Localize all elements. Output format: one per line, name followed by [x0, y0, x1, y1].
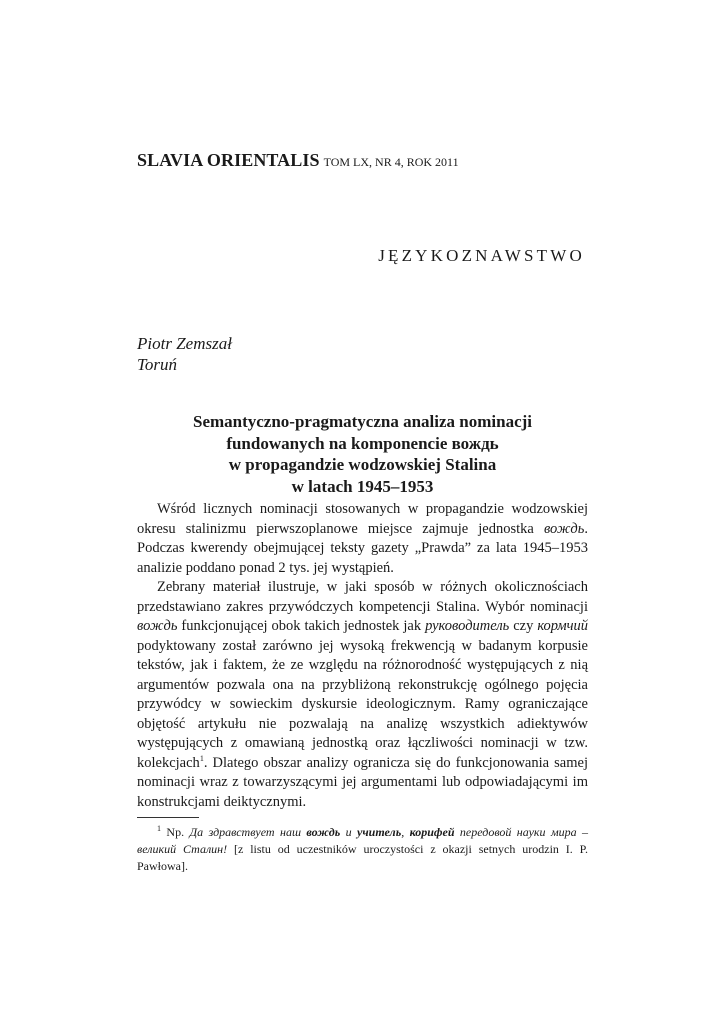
article-title	[137, 411, 588, 497]
footnote	[137, 824, 588, 875]
footnote-quote: Да здравствует наш	[189, 825, 307, 839]
footnote-reference[interactable]: 1	[199, 753, 204, 763]
footnote-quote-bold: учитель	[357, 825, 402, 839]
title-line: Semantyczno-pragmatyczna analiza nominacji	[192, 412, 533, 431]
term-italic: вождь	[543, 520, 585, 537]
author-name: Piotr Zemszał	[137, 334, 232, 353]
term-italic: руководитель	[425, 618, 510, 634]
text-run: Zebrany materiał ilustruje, w jaki sposób w różnych okolicznościach przedstawiano zakres przywódczych kompetencji Stalina. Wybór nominacji	[137, 579, 588, 615]
footnote-quote: ,	[401, 825, 410, 839]
title-line: w latach 1945–1953	[291, 476, 434, 496]
journal-issue-info: TOM LX, NR 4, ROK 2011	[323, 155, 459, 169]
title-line: fundowanych na komponencie вождь	[226, 433, 499, 453]
body-paragraph	[137, 500, 588, 578]
term-italic: вождь	[137, 618, 178, 634]
term-italic: кормчий	[537, 618, 588, 634]
title-line: w propagandzie wodzowskiej Stalina	[228, 455, 497, 474]
text-run: Wśród licznych nominacji stosowanych w propagandzie wodzowskiej okresu stalinizmu pierwszoplanowe miejsce zajmuje jednostka	[137, 501, 588, 537]
footnote-quote-bold: корифей	[409, 825, 455, 839]
text-run: podyktowany został zarówno jej wysoką frekwencją w badanym korpusie tekstów, jak i faktem, że ze względu na różnorodność występujących z nią argumentów pozwala ona na przybliżoną rekonstrukcję ogólnego pojęcia przywódcy w sowieckim dyskursie ideologicznym. Ramy ograniczające objętość artykułu nie pozwalają na analizę wszystkich adiektywów występujących z omawianą jednostką oraz łączliwości nominacji w tzw. kolekcjach	[137, 637, 588, 771]
footnote-source: [z listu od uczestników uroczystości z okazji setnych urodzin I. P. Pawłowa].	[137, 842, 588, 873]
footnote-quote: и	[340, 825, 358, 839]
text-run: . Dlatego obszar analizy ogranicza się do funkcjonowania samej nominacji wraz z towarzyszącymi jej argumentami lub odpowiadającymi im konstrukcjami deiktycznymi.	[137, 754, 588, 810]
footnote-quote-bold: вождь	[306, 825, 341, 839]
text-run: czy	[509, 618, 538, 634]
text-run: funkcjonującej obok takich jednostek jak	[177, 618, 426, 634]
footnote-quote: передовой науки мира – великий Сталин!	[137, 825, 589, 856]
journal-name: SLAVIA ORIENTALIS	[137, 150, 320, 170]
author-block	[137, 333, 232, 375]
journal-header	[137, 150, 459, 171]
footnote-divider	[137, 817, 199, 818]
footnote-prefix: Np.	[166, 825, 190, 839]
body-paragraph	[137, 578, 588, 812]
article-body	[137, 500, 588, 812]
section-title: JĘZYKOZNAWSTWO	[378, 246, 585, 265]
author-affiliation: Toruń	[137, 355, 178, 374]
footnote-number: 1	[157, 824, 161, 833]
text-run: . Podczas kwerendy obejmującej teksty gazety „Prawda” za lata 1945–1953 analizie poddano ponad 2 tys. jej wystąpień.	[137, 520, 588, 576]
